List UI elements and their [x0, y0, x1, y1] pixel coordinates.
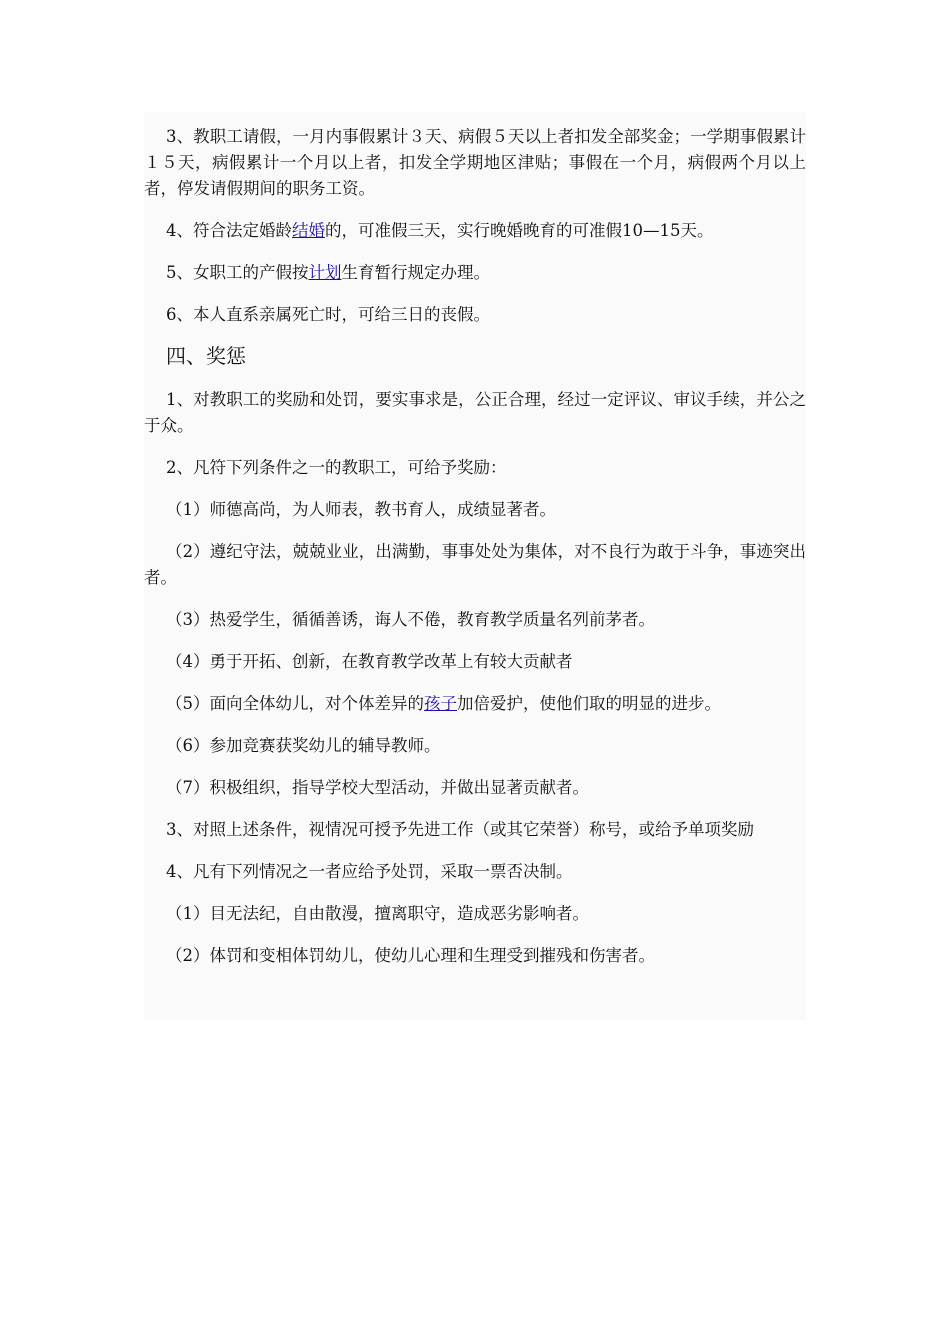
document-content	[144, 112, 806, 1020]
paragraph-reward-1: 1、对教职工的奖励和处罚，要实事求是，公正合理，经过一定评议、审议手续，并公之于众。	[144, 390, 806, 435]
list-item-reward-condition-7: （7）积极组织，指导学校大型活动，并做出显著贡献者。	[166, 778, 589, 797]
list-item-reward-condition-4: （4）勇于开拓、创新，在教育教学改革上有较大贡献者	[166, 652, 573, 671]
paragraph-text: （5）面向全体幼儿，对个体差异的	[166, 694, 424, 713]
paragraph-leave-3: 3、教职工请假，一月内事假累计３天、病假５天以上者扣发全部奖金；一学期事假累计１５天，病假累计一个月以上者，扣发全学期地区津贴；事假在一个月，病假两个月以上者，停发请假期间的职务工资。	[144, 127, 806, 198]
section-heading-rewards: 四、奖惩	[166, 344, 246, 368]
paragraph-text: 5、女职工的产假按	[166, 263, 309, 282]
paragraph-text: 的，可准假三天，实行晚婚晚育的可准假10—15天。	[325, 221, 714, 240]
paragraph-leave-5	[144, 260, 806, 286]
list-item-reward-condition-2: （2）遵纪守法，兢兢业业，出满勤，事事处处为集体，对不良行为敢于斗争，事迹突出者。	[144, 542, 806, 587]
list-item-reward-condition-1: （1）师德高尚，为人师表，教书育人，成绩显著者。	[166, 500, 556, 519]
list-item-reward-condition-5	[144, 691, 806, 717]
link-plan[interactable]: 计划	[308, 263, 342, 282]
paragraph-penalty-4: 4、凡有下列情况之一者应给予处罚，采取一票否决制。	[166, 862, 573, 881]
paragraph-reward-3: 3、对照上述条件，视情况可授予先进工作（或其它荣誉）称号，或给予单项奖励	[166, 820, 754, 839]
paragraph-text: 4、符合法定婚龄	[166, 221, 292, 240]
list-item-penalty-condition-1: （1）目无法纪，自由散漫，擅离职守，造成恶劣影响者。	[166, 904, 589, 923]
list-item-penalty-condition-2: （2）体罚和变相体罚幼儿，使幼儿心理和生理受到摧残和伤害者。	[166, 946, 655, 965]
paragraph-text: 生育暂行规定办理。	[341, 263, 490, 282]
paragraph-text: 加倍爱护，使他们取的明显的进步。	[457, 694, 721, 713]
list-item-reward-condition-3: （3）热爱学生，循循善诱，诲人不倦，教育教学质量名列前茅者。	[166, 610, 655, 629]
link-marriage[interactable]: 结婚	[292, 221, 325, 240]
paragraph-reward-2: 2、凡符下列条件之一的教职工，可给予奖励：	[166, 458, 507, 477]
paragraph-leave-6: 6、本人直系亲属死亡时，可给三日的丧假。	[166, 305, 490, 324]
link-child[interactable]: 孩子	[424, 694, 457, 713]
paragraph-leave-4	[144, 218, 806, 244]
list-item-reward-condition-6: （6）参加竞赛获奖幼儿的辅导教师。	[166, 736, 441, 755]
